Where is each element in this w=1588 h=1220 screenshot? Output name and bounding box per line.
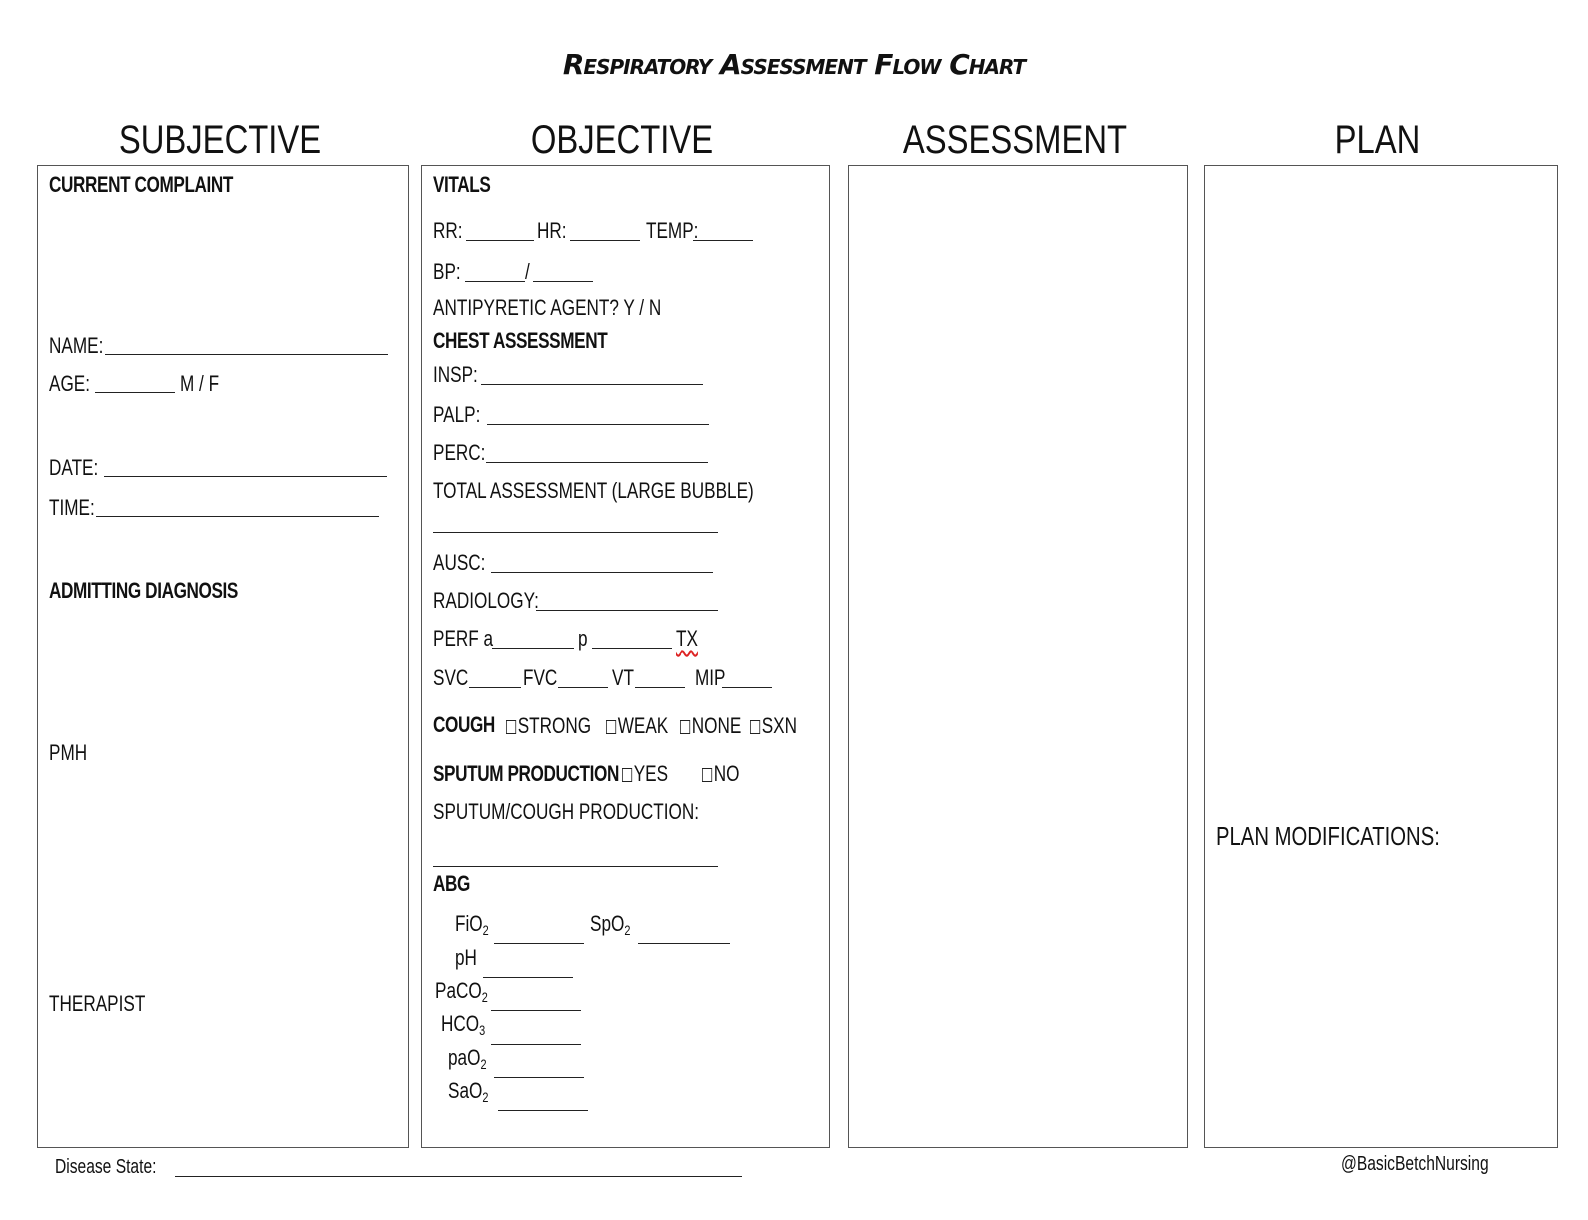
page-title: Respiratory Assessment Flow Chart	[562, 48, 1026, 81]
perf-p-label: p	[578, 626, 588, 651]
author-credit: @BasicBetchNursing	[1341, 1153, 1489, 1175]
vt-field[interactable]	[635, 687, 685, 688]
total-assessment-field[interactable]	[433, 532, 718, 533]
pao2-field[interactable]	[494, 1077, 584, 1078]
svc-label: SVC	[433, 665, 469, 690]
ausc-label: AUSC:	[433, 550, 486, 575]
sex-option[interactable]: M / F	[180, 371, 220, 396]
checkbox-icon	[702, 768, 712, 782]
perf-tx-label: TX	[676, 626, 698, 651]
sputum-cough-production-label: SPUTUM/COUGH PRODUCTION:	[433, 799, 699, 824]
therapist-label: THERAPIST	[49, 991, 146, 1016]
insp-label: INSP:	[433, 362, 478, 387]
fio2-label: FiO$_2$	[455, 911, 489, 938]
sputum-option-yes[interactable]: YES	[622, 761, 668, 787]
perf-p-field[interactable]	[592, 648, 672, 649]
plan-panel[interactable]	[1204, 165, 1558, 1148]
total-assessment-label: TOTAL ASSESSMENT (LARGE BUBBLE)	[433, 478, 754, 503]
column-heading-objective: OBJECTIVE	[530, 118, 714, 162]
bp-label: BP:	[433, 259, 461, 284]
cough-option-strong[interactable]: STRONG	[506, 713, 591, 739]
fio2-field[interactable]	[494, 943, 584, 944]
bp-diastolic-field[interactable]	[533, 281, 593, 282]
column-heading-subjective: SUBJECTIVE	[118, 118, 322, 162]
assessment-panel[interactable]	[848, 165, 1188, 1148]
rr-field[interactable]	[466, 240, 534, 241]
cough-option-sxn[interactable]: SXN	[750, 713, 797, 739]
disease-state-field[interactable]	[175, 1176, 742, 1177]
column-heading-plan: PLAN	[1334, 118, 1421, 162]
radiology-label: RADIOLOGY:	[433, 588, 539, 613]
sputum-cough-production-field[interactable]	[433, 866, 718, 867]
time-label: TIME:	[49, 495, 95, 520]
disease-state-label: Disease State:	[55, 1156, 157, 1178]
bp-systolic-field[interactable]	[465, 281, 525, 282]
ausc-field[interactable]	[491, 572, 713, 573]
bp-separator: /	[525, 259, 530, 284]
paco2-field[interactable]	[491, 1010, 581, 1011]
cough-option-weak[interactable]: WEAK	[606, 713, 668, 739]
name-field[interactable]	[105, 354, 388, 355]
antipyretic-label: ANTIPYRETIC AGENT? Y / N	[433, 295, 662, 320]
name-label: NAME:	[49, 333, 104, 358]
cough-option-none[interactable]: NONE	[680, 713, 741, 739]
date-label: DATE:	[49, 455, 99, 480]
hco3-field[interactable]	[491, 1044, 581, 1045]
plan-modifications-label: PLAN MODIFICATIONS:	[1216, 821, 1440, 851]
ph-label: pH	[455, 945, 477, 970]
radiology-field[interactable]	[536, 610, 718, 611]
vitals-label: VITALS	[433, 172, 491, 197]
insp-field[interactable]	[481, 384, 703, 385]
cough-label: COUGH	[433, 712, 495, 737]
current-complaint-label: CURRENT COMPLAINT	[49, 172, 234, 197]
admitting-diagnosis-label: ADMITTING DIAGNOSIS	[49, 578, 238, 603]
perf-label: PERF a	[433, 626, 494, 651]
temp-label: TEMP:	[646, 218, 699, 243]
hco3-label: $HCO_3$	[441, 1011, 486, 1038]
perc-label: PERC:	[433, 440, 486, 465]
hr-label: HR:	[537, 218, 567, 243]
fvc-field[interactable]	[558, 687, 608, 688]
checkbox-icon	[606, 720, 616, 734]
chest-assessment-label: CHEST ASSESSMENT	[433, 328, 608, 353]
mip-field[interactable]	[722, 687, 772, 688]
perc-field[interactable]	[486, 462, 708, 463]
sao2-label: SaO$_2$	[448, 1078, 489, 1105]
perf-a-field[interactable]	[492, 648, 574, 649]
sputum-production-label: SPUTUM PRODUCTION	[433, 761, 619, 786]
sputum-option-no[interactable]: NO	[702, 761, 739, 787]
palp-field[interactable]	[487, 424, 709, 425]
spo2-field[interactable]	[638, 943, 730, 944]
checkbox-icon	[506, 720, 516, 734]
rr-label: RR:	[433, 218, 463, 243]
paco2-label: PaCO$_2$	[435, 978, 488, 1005]
checkbox-icon	[622, 768, 632, 782]
age-label: AGE:	[49, 371, 91, 396]
date-field[interactable]	[104, 476, 387, 477]
sao2-field[interactable]	[498, 1110, 588, 1111]
column-heading-assessment: ASSESSMENT	[902, 118, 1128, 162]
temp-field[interactable]	[693, 240, 753, 241]
pmh-label: PMH	[49, 740, 88, 765]
abg-label: ABG	[433, 871, 470, 896]
svc-field[interactable]	[469, 687, 521, 688]
checkbox-icon	[680, 720, 690, 734]
age-field[interactable]	[95, 392, 175, 393]
ph-field[interactable]	[483, 977, 573, 978]
hr-field[interactable]	[570, 240, 640, 241]
spo2-label: SpO$_2$	[590, 911, 631, 938]
palp-label: PALP:	[433, 402, 481, 427]
fvc-label: FVC	[523, 665, 558, 690]
checkbox-icon	[750, 720, 760, 734]
time-field[interactable]	[96, 516, 379, 517]
pao2-label: paO$_2$	[448, 1045, 487, 1072]
mip-label: MIP	[695, 665, 726, 690]
vt-label: VT	[612, 665, 634, 690]
